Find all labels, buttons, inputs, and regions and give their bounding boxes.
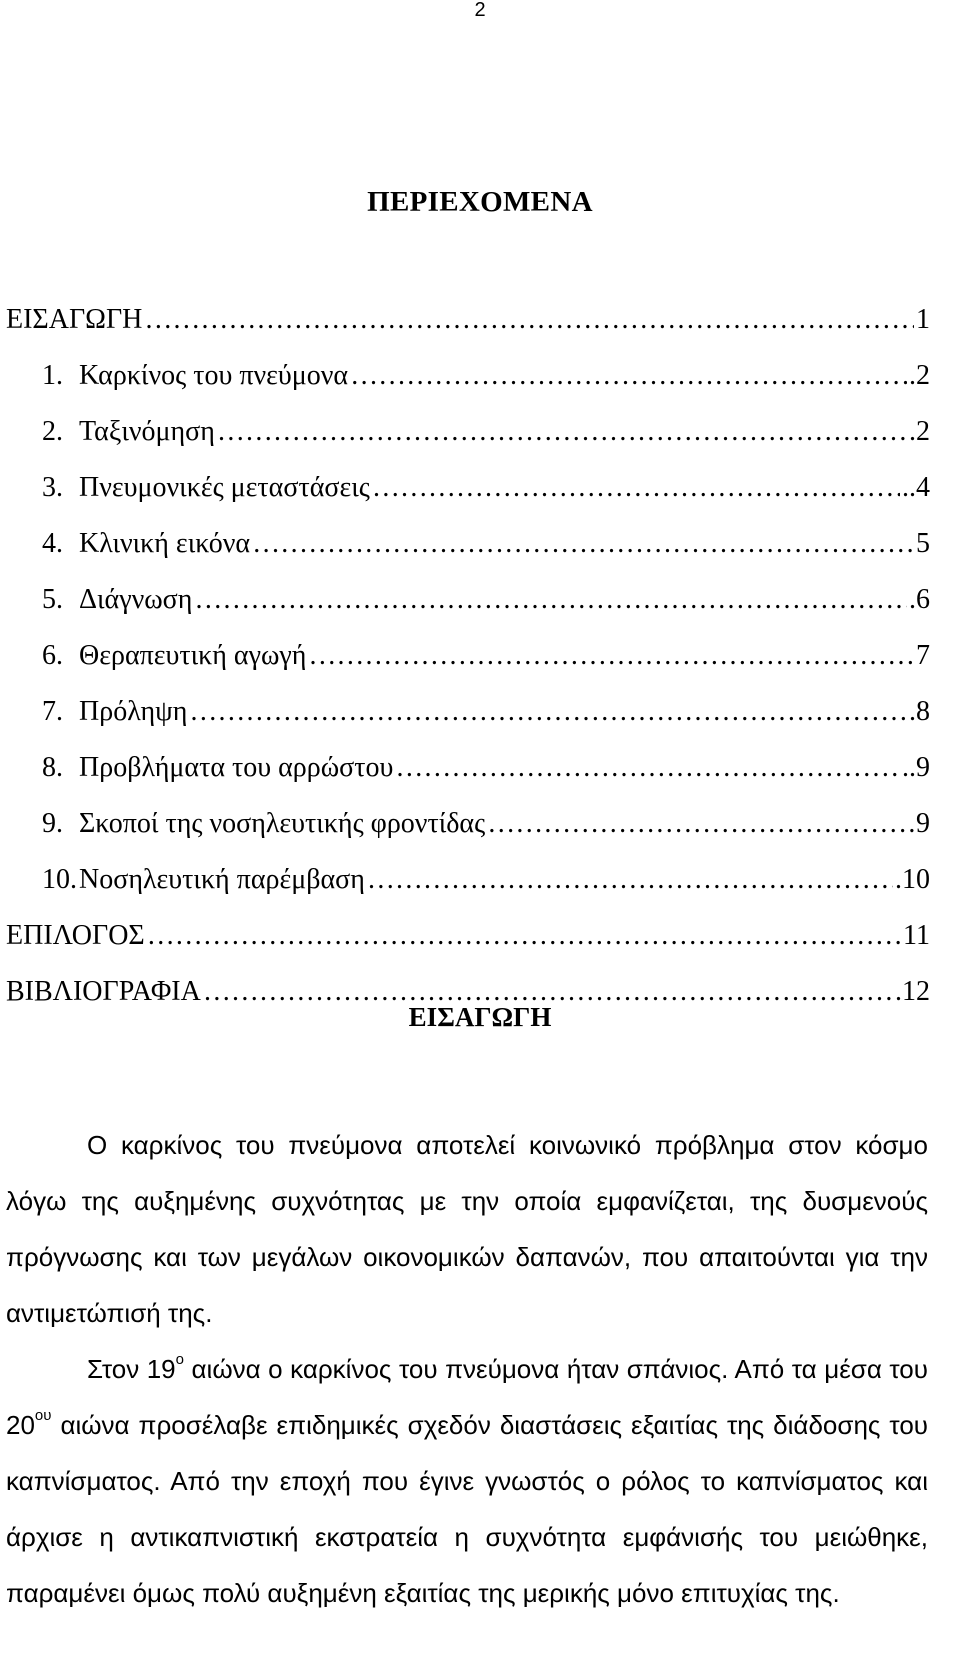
toc-entry-page: .2 — [909, 416, 930, 447]
table-of-contents — [6, 292, 930, 1020]
toc-entry-title: Καρκίνος του πνεύμονα — [79, 360, 349, 391]
toc-leader — [372, 460, 900, 516]
toc-entry-title: Θεραπευτική αγωγή — [79, 640, 307, 671]
toc-entry-title: Πρόληψη — [79, 696, 188, 727]
toc-entry-title: Διάγνωση — [79, 584, 193, 615]
body-text — [6, 1117, 928, 1621]
toc-entry — [6, 740, 930, 796]
toc-entry-title: ΕΙΣΑΓΩΓΗ — [6, 304, 143, 335]
toc-entry-page: 11 — [903, 920, 930, 951]
toc-leader — [395, 740, 900, 796]
toc-entry-page: .6 — [909, 584, 930, 615]
toc-entry — [6, 908, 930, 964]
superscript: ου — [34, 1407, 52, 1424]
toc-entry-number: 1. — [42, 360, 63, 391]
toc-entry-title: Ταξινόμηση — [79, 416, 215, 447]
toc-entry-title: Πνευμονικές μεταστάσεις — [79, 472, 370, 503]
section-heading: ΕΙΣΑΓΩΓΗ — [408, 1002, 552, 1032]
toc-entry-page: .8 — [909, 696, 930, 727]
paragraph-text: αιώνα ο καρκίνος του πνεύμονα ήταν σπάνιος. Από τα μέσα του 20 — [6, 1354, 928, 1440]
toc-entry — [6, 516, 930, 572]
toc-entry-title: Προβλήματα του αρρώστου — [79, 752, 394, 783]
toc-title: ΠΕΡΙΕΧΟΜΕΝΑ — [367, 186, 593, 218]
toc-entry — [6, 684, 930, 740]
toc-entry-page: 5 — [916, 528, 930, 559]
paragraph-text: αιώνα προσέλαβε επιδημικές σχεδόν διαστάσεις εξαιτίας της διάδοσης του καπνίσματος. Από την εποχή που έγινε γνωστός ο ρόλος το καπνίσματος και άρχισε η αντικαπνιστική εκστρατεία η συχνότητα εμφάνισής του μειώθηκε, παραμένει όμως πολύ αυξημένη εξαιτίας της μερικής μόνο επιτυχίας της. — [6, 1410, 928, 1608]
toc-entry-page: .2 — [909, 360, 930, 391]
toc-entry-page: ..4 — [902, 472, 930, 503]
toc-entry — [6, 572, 930, 628]
toc-entry-title: ΒΙΒΛΙΟΓΡΑΦΙΑ — [6, 976, 201, 1007]
superscript: ο — [175, 1351, 184, 1368]
paragraph-text: Στον 19 — [87, 1354, 176, 1384]
toc-leader — [194, 572, 907, 628]
toc-entry-page: .12 — [895, 976, 930, 1007]
toc-entry-page: 7 — [916, 640, 930, 671]
toc-entry — [6, 460, 930, 516]
toc-leader — [487, 796, 914, 852]
toc-leader — [308, 628, 914, 684]
toc-leader — [189, 684, 907, 740]
toc-leader — [252, 516, 914, 572]
toc-entry-number: 7. — [42, 696, 63, 727]
toc-entry-title: Νοσηλευτική παρέμβαση — [79, 864, 365, 895]
toc-leader — [350, 348, 907, 404]
toc-entry — [6, 404, 930, 460]
toc-entry-page: 1 — [916, 304, 930, 335]
paragraph: Ο καρκίνος του πνεύμονα αποτελεί κοινωνικό πρόβλημα στον κόσμο λόγω της αυξημένης συχνότητας με την οποία εμφανίζεται, της δυσμενούς πρόγνωσης και των μεγάλων οικονομικών δαπανών, που απαιτούνται για την αντιμετώπισή της. — [6, 1130, 928, 1328]
toc-entry — [6, 628, 930, 684]
toc-entry — [6, 796, 930, 852]
paragraph — [6, 1341, 928, 1621]
toc-leader — [367, 852, 893, 908]
toc-leader — [144, 292, 914, 348]
toc-entry-number: 3. — [42, 472, 63, 503]
toc-entry-title: Σκοποί της νοσηλευτικής φροντίδας — [79, 808, 486, 839]
toc-leader — [217, 404, 907, 460]
toc-entry-title: ΕΠΙΛΟΓΟΣ — [6, 920, 145, 951]
toc-leader — [147, 908, 901, 964]
toc-entry-number: 4. — [42, 528, 63, 559]
toc-entry-page: 9 — [916, 808, 930, 839]
toc-entry-number: 2. — [42, 416, 63, 447]
toc-entry — [6, 852, 930, 908]
toc-entry — [6, 292, 930, 348]
toc-entry-title: Κλινική εικόνα — [79, 528, 251, 559]
toc-entry-number: 6. — [42, 640, 63, 671]
toc-entry-number: 10. — [42, 864, 77, 895]
toc-entry-number: 5. — [42, 584, 63, 615]
toc-entry-number: 8. — [42, 752, 63, 783]
toc-entry-page: ..9 — [902, 752, 930, 783]
toc-entry — [6, 348, 930, 404]
toc-entry-number: 9. — [42, 808, 63, 839]
toc-entry-page: .10 — [895, 864, 930, 895]
page-number: 2 — [474, 0, 486, 21]
